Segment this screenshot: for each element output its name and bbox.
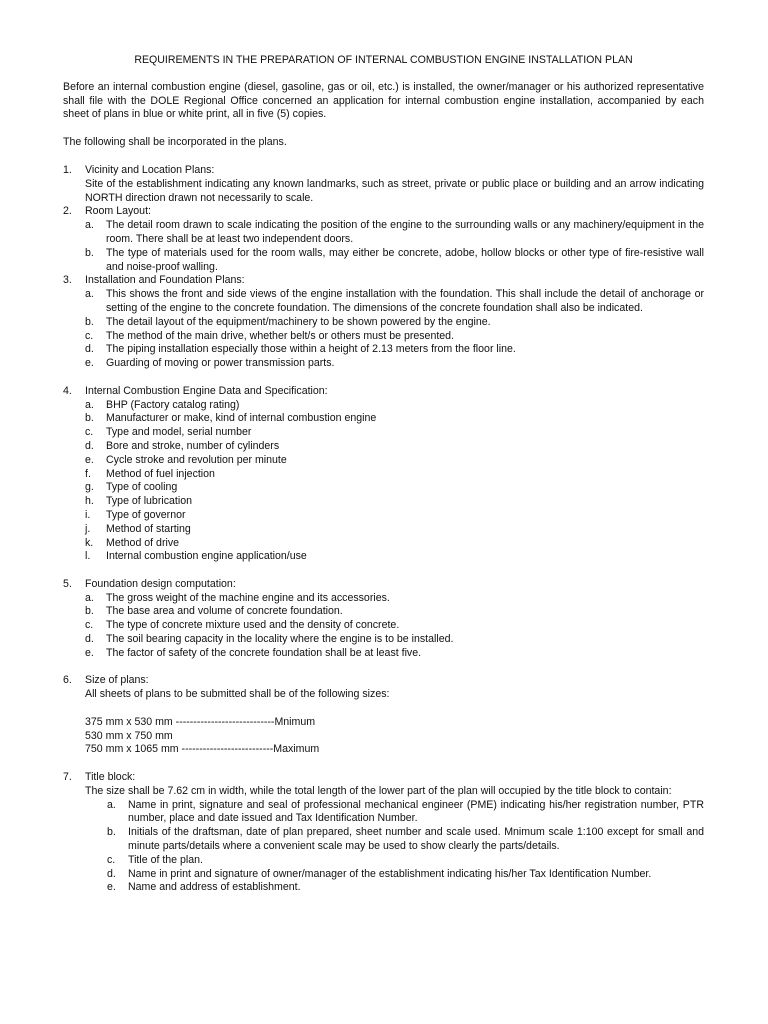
section-7 — [63, 771, 704, 895]
list-item: a. This shows the front and side views of the engine installation with the foundation. This shall include the detail of anchorage or setting of the engine to the concrete foundation. The dimensions of the concrete foundation shall also be indicated. — [85, 288, 704, 314]
section-heading: Installation and Foundation Plans: — [85, 274, 245, 287]
lead-sentence: The following shall be incorporated in the plans. — [63, 136, 287, 149]
list-item: b. The detail layout of the equipment/machinery to be shown powered by the engine. — [85, 315, 491, 328]
list-item: e. Cycle stroke and revolution per minute — [85, 453, 287, 466]
section-number: 1. — [63, 163, 72, 176]
list-item: c. The method of the main drive, whether belt/s or others must be presented. — [85, 329, 455, 342]
section-heading: Foundation design computation: — [85, 577, 236, 590]
section-heading: Size of plans: — [85, 674, 149, 687]
list-item: d. Name in print and signature of owner/manager of the establishment indicating his/her Tax Identification Number. — [107, 867, 652, 880]
section-5 — [63, 578, 704, 661]
intro-paragraph: Before an internal combustion engine (diesel, gasoline, gas or oil, etc.) is installed, the owner/manager or his authorized representative shall file with the DOLE Regional Office concerned an application for internal combustion engine installation, accompanied by each sheet of plans in blue or white print, all in five (5) copies. — [63, 80, 704, 121]
list-item: h. Type of lubrication — [85, 495, 192, 508]
plan-size-maximum: 750 mm x 1065 mm --------------------------Maximum — [85, 743, 320, 756]
list-item: c. Type and model, serial number — [85, 426, 252, 439]
list-item: d. Bore and stroke, number of cylinders — [85, 439, 280, 452]
list-item: c. The type of concrete mixture used and the density of concrete. — [85, 619, 400, 632]
list-item: d. The soil bearing capacity in the locality where the engine is to be installed. — [85, 633, 454, 646]
section-3 — [63, 274, 704, 371]
plan-sizes-list — [63, 716, 704, 757]
section-number: 6. — [63, 674, 72, 687]
list-item: i. Type of governor — [85, 508, 186, 521]
section-number: 4. — [63, 384, 72, 397]
list-item: a. The gross weight of the machine engine and its accessories. — [85, 591, 390, 604]
plan-size-standard: 530 mm x 750 mm — [85, 729, 173, 742]
section-1 — [63, 164, 704, 205]
list-item: l. Internal combustion engine application/use — [85, 550, 307, 563]
section-4 — [63, 385, 704, 564]
list-item: a. The detail room drawn to scale indicating the position of the engine to the surrounding walls or any machinery/equipment in the room. There shall be at least two independent doors. — [85, 219, 704, 245]
list-item: k. Method of drive — [85, 536, 180, 549]
list-item: f. Method of fuel injection — [85, 467, 215, 480]
section-text: The size shall be 7.62 cm in width, while the total length of the lower part of the plan will occupied by the title block to contain: — [85, 784, 672, 797]
section-heading: Vicinity and Location Plans: — [85, 163, 215, 176]
list-item: g. Type of cooling — [85, 481, 178, 494]
list-item: b. The base area and volume of concrete foundation. — [85, 605, 343, 618]
document-title: REQUIREMENTS IN THE PREPARATION OF INTERNAL COMBUSTION ENGINE INSTALLATION PLAN — [134, 54, 633, 66]
list-item: b. The type of materials used for the room walls, may either be concrete, adobe, hollow blocks or other type of fire-resistive wall and noise-proof walling. — [85, 246, 704, 273]
list-item: j. Method of starting — [85, 522, 191, 535]
section-text: Site of the establishment indicating any known landmarks, such as street, private or public place or building and an arrow indicating NORTH direction drawn not necessarily to scale. — [85, 177, 704, 204]
section-heading: Title block: — [85, 771, 136, 784]
list-item: a. Name in print, signature and seal of professional mechanical engineer (PME) indicating his/her registration number, PTR number, place and date issued and Tax Identification Number. — [107, 798, 704, 825]
list-item: b. Initials of the draftsman, date of plan prepared, sheet number and scale used. Mnimum scale 1:100 except for small and minute parts/details where a convenient scale may be used to show clearly the parts/details. — [107, 826, 704, 853]
section-number: 7. — [63, 771, 72, 784]
section-number: 5. — [63, 577, 72, 590]
section-number: 3. — [63, 274, 72, 287]
list-item: b. Manufacturer or make, kind of internal combustion engine — [85, 412, 377, 425]
section-number: 2. — [63, 205, 72, 218]
list-item: e. The factor of safety of the concrete foundation shall be at least five. — [85, 646, 422, 659]
section-2 — [63, 205, 704, 274]
list-item: d. The piping installation especially those within a height of 2.13 meters from the floor line. — [85, 343, 516, 356]
section-heading: Room Layout: — [85, 205, 151, 218]
plan-size-minimum: 375 mm x 530 mm ----------------------------Mnimum — [85, 715, 316, 728]
list-item: c. Title of the plan. — [107, 853, 203, 866]
list-item: e. Guarding of moving or power transmission parts. — [85, 357, 335, 370]
section-text: All sheets of plans to be submitted shall be of the following sizes: — [85, 688, 390, 701]
list-item: e. Name and address of establishment. — [107, 881, 301, 894]
list-item: a. BHP (Factory catalog rating) — [85, 398, 240, 411]
section-6 — [63, 674, 704, 702]
section-heading: Internal Combustion Engine Data and Specification: — [85, 384, 328, 397]
